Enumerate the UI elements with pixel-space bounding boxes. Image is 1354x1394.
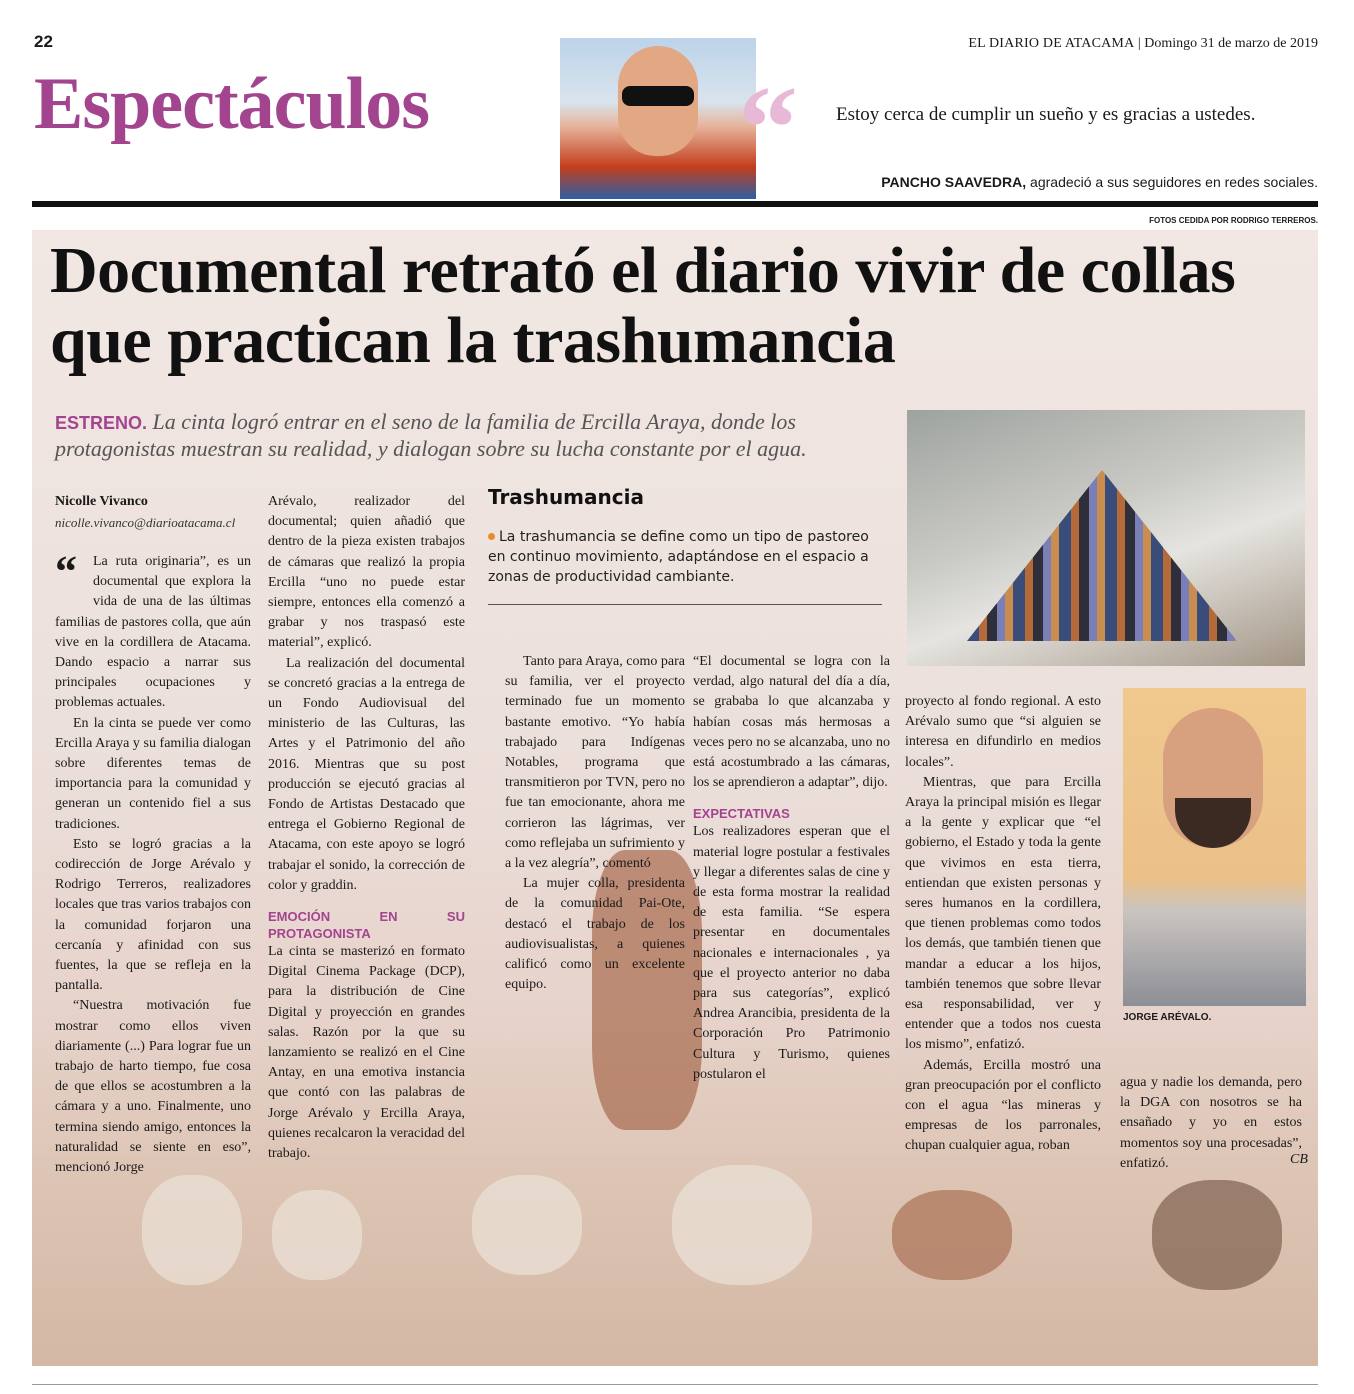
paragraph: Mientras, que para Ercilla Araya la principal misión es llegar a la gente y explicar que “el gobierno, el Estado y toda la gente que vivimos en esta tierra, entiendan que existen personas y seres humanos en la cordillera, que tienen problemas como todos los demás, que también tienen que mandar a educar a los hijos, también tenemos que sobre llevar esa responsabilidad, ver y entender que a todos nos cuesta los mismo”, enfatizó.: [905, 774, 1101, 1053]
separator: |: [1137, 36, 1141, 51]
bullet-icon: [488, 533, 495, 540]
paragraph: Esto se logró gracias a la codirección de Jorge Arévalo y Rodrigo Terreros, realizadores locales que tras varios trabajos con la comunidad forjaron una cercanía y afinidad con sus fuentes, la que se refleja en la pantalla.: [55, 836, 251, 994]
ercilla-araya-photo: [907, 410, 1305, 666]
deck-kicker: ESTRENO.: [55, 413, 148, 433]
pull-quote-attribution: [881, 174, 1318, 190]
drop-quote-icon: “: [55, 547, 77, 596]
sidebar-title: Trashumancia: [488, 485, 644, 509]
paragraph: La ruta originaria”, es un documental que explora la vida de una de las últimas familias de pastores colla, que aún vive en la cordillera de Atacama. Dando espacio a narrar sus principales ocupaciones y problemas actuales.: [55, 554, 251, 711]
quote-name: PANCHO SAAVEDRA,: [881, 174, 1027, 190]
paragraph: Arévalo, realizador del documental; quien añadió que dentro de la pieza existen trabajos de cámaras que realizó la propia Ercilla “uno no puede estar siempre, entonces ella comenzó a grabar y nos traspasó este material”, explicó.: [268, 494, 465, 651]
quote-marks-icon: “: [738, 61, 798, 194]
sidebar-text: La trashumancia se define como un tipo de pastoreo en continuo movimiento, adaptándose en el espacio a zonas de productividad cambiante.: [488, 529, 869, 585]
subhead: EXPECTATIVAS: [693, 806, 790, 822]
byline-email[interactable]: nicolle.vivanco@diarioatacama.cl: [55, 515, 236, 530]
paragraph: proyecto al fondo regional. A esto Arévalo sumo que “si alguien se interesa en difundirlo en medios locales”.: [905, 694, 1101, 770]
paragraph: La mujer colla, presidenta de la comunidad Pai-Ote, destacó el trabajo de los audiovisualistas, a quienes calificó como un excelente equipo.: [505, 876, 685, 993]
paragraph: Tanto para Araya, como para su familia, ver el proyecto terminado fue un momento bastante emotivo. “Yo había trabajado para Indígenas Notables, programa que transmitieron por TVN, pero no fue tan emocionante, ahora me corrieron las lágrimas, ver como reflejaba un sufrimiento y a la vez alegría”, comentó: [505, 654, 685, 872]
paragraph: “El documental se logra con la verdad, algo natural del día a día, se grababa lo que alcanzaba y habían cosas más hermosas a veces pero no se alcanzaba, uno no está acostumbrado a las cámaras, los se aprendieron a adaptar”, dijo.: [693, 654, 890, 791]
jorge-arevalo-photo: [1123, 688, 1306, 1006]
date: Domingo 31 de marzo de 2019: [1144, 36, 1318, 51]
pull-quote-text: Estoy cerca de cumplir un sueño y es gracias a ustedes.: [836, 104, 1256, 125]
paragraph: La realización del documental se concretó gracias a la entrega de un Fondo Audiovisual del ministerio de las Culturas, las Artes y el Patrimonio del año 2016. Mientras que su post producción se ejecutó gracias al Fondo de Artistas Destacado que entrega el Gobierno Regional de Atacama, con este apoyo se logró trabajar el sonido, la corrección de color y graddin.: [268, 655, 465, 893]
paragraph: agua y nadie los demanda, pero la DGA con nosotros se ha ensañado y yo en estos momentos soy una procesadas”, enfatizó.: [1120, 1075, 1302, 1171]
column-3: [505, 652, 685, 995]
paragraph: En la cinta se puede ver como Ercilla Araya y su familia dialogan sobre diferentes temas de importancia para la comunidad y generan un contenido fiel a sus tradiciones.: [55, 715, 251, 832]
deck-text: La cinta logró entrar en el seno de la familia de Ercilla Araya, donde los protagonistas muestran su realidad, y dialogan sobre su lucha constante por el agua.: [55, 409, 807, 461]
column-5: [905, 692, 1101, 1157]
column-4: [693, 652, 890, 1085]
paragraph: “Nuestra motivación fue mostrar como ellos viven diariamente (...) Para lograr fue un trabajo de harto tiempo, fue cosa de que ellos se acostumbren a la cámara y a uno. Finalmente, uno termina siendo amigo, entonces la naturalidad se siente en eso”, mencionó Jorge: [55, 998, 251, 1176]
paragraph: Además, Ercilla mostró una gran preocupación por el conflicto con el agua “las mineras y empresas de los parronales, chupan cualquier agua, roban: [905, 1057, 1101, 1154]
paper-name: EL DIARIO DE ATACAMA: [968, 36, 1135, 51]
subhead: EMOCIÓN EN SU PROTAGONISTA: [268, 909, 465, 942]
trashumancia-sidebar: [488, 485, 882, 605]
column-6: [1120, 1073, 1302, 1174]
section-title: Espectáculos: [34, 63, 429, 145]
paragraph: Los realizadores esperan que el material logre postular a festivales y llegar a diferentes salas de cine y de esta forma mostrar la realidad de esta familia. “Se espera presentar en documentales nacionales e internacionales , ya que el proyecto anterior no daba para sus categorías”, explicó Andrea Arancibia, presidenta de la Corporación Pro Patrimonio Cultura y Turismo, quienes postularon el: [693, 824, 890, 1082]
deck: [55, 408, 905, 462]
byline-author: Nicolle Vivanco: [55, 494, 148, 509]
quote-attribution-text: agradeció a sus seguidores en redes sociales.: [1030, 174, 1318, 190]
headline: Documental retrató el diario vivir de collas que practican la trashumancia: [50, 234, 1236, 377]
page-number: 22: [34, 32, 53, 51]
header-rule: [32, 201, 1318, 207]
footer-rule: [32, 1384, 1318, 1385]
photo-caption: JORGE ARÉVALO.: [1123, 1012, 1212, 1023]
pancho-saavedra-photo: [560, 38, 756, 199]
author-signature: CB: [1290, 1152, 1308, 1167]
photo-credit: FOTOS CEDIDA POR RODRIGO TERREROS.: [1149, 216, 1318, 225]
column-2: [268, 492, 465, 1164]
paragraph: La cinta se masterizó en formato Digital Cinema Package (DCP), para la distribución de Cine Digital y proyección en grandes salas. Razón por la que su lanzamiento se realizó en el Cine Antay, en una emotiva instancia que contó con las palabras de Jorge Arévalo y Ercilla Araya, quienes recalcaron la veracidad del trabajo.: [268, 944, 465, 1162]
column-1: [55, 547, 251, 1178]
masthead: [968, 36, 1318, 52]
